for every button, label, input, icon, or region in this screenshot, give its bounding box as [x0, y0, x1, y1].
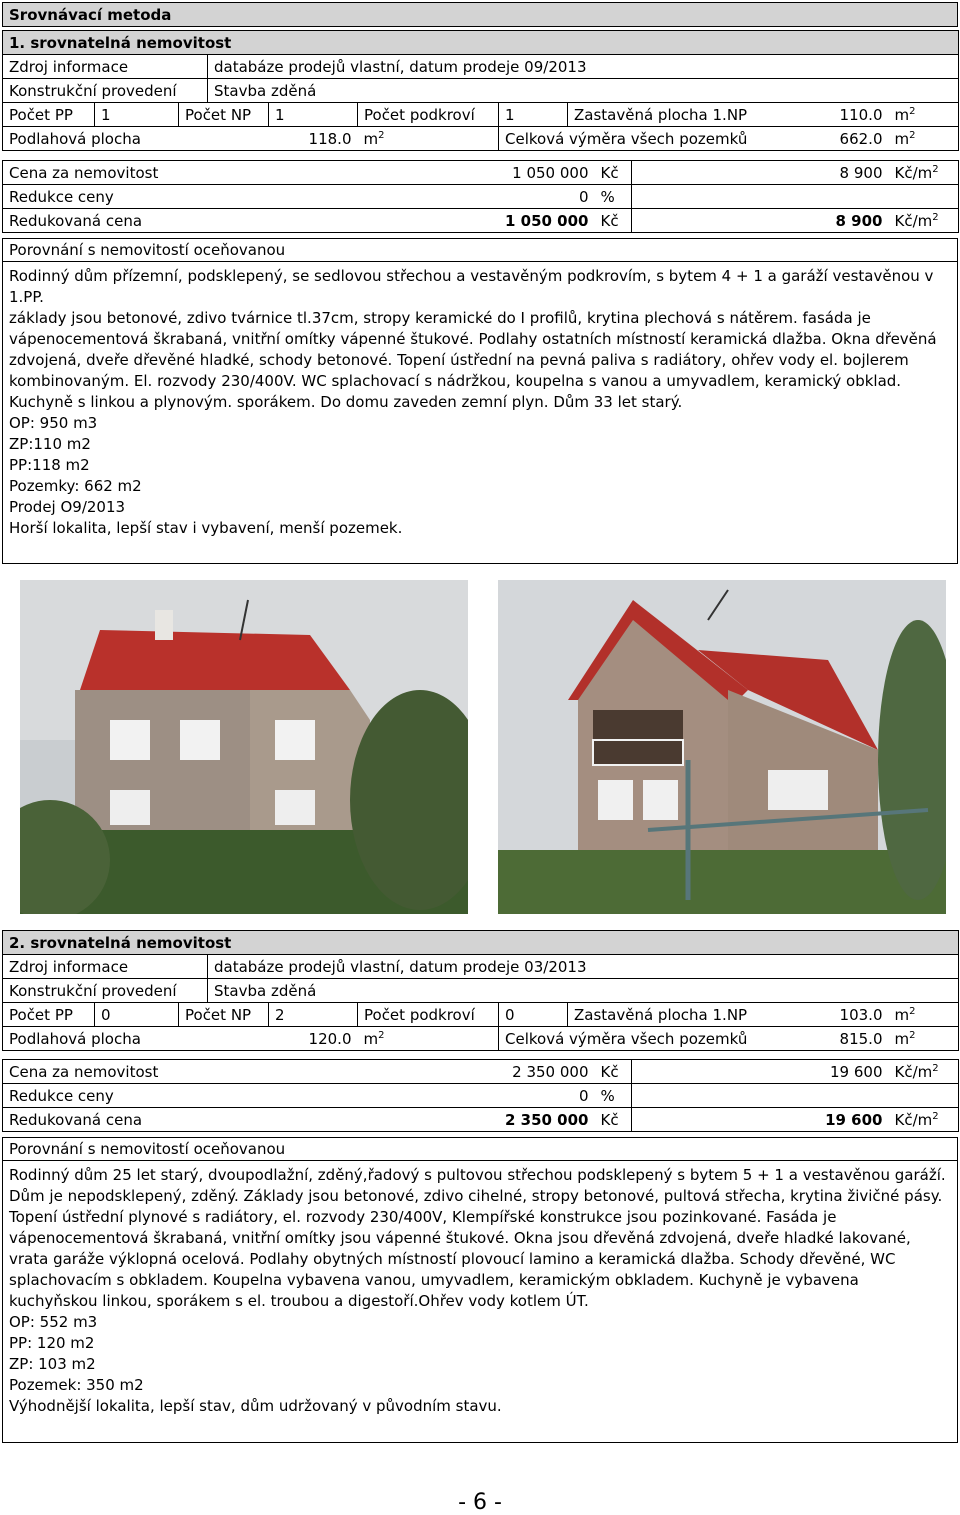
pocet-pp-label: Počet PP — [3, 1003, 95, 1027]
zdroj-label: Zdroj informace — [3, 55, 208, 79]
cena-value: 1 050 000 — [383, 161, 595, 185]
zdroj-value: databáze prodejů vlastní, datum prodeje 09/2013 — [208, 55, 959, 79]
description-line: základy jsou betonové, zdivo tvárnice tl.37cm, stropy keramické do I profilů, krytina plechová s nátěrem. fasáda je vápenocementová škrabaná, vnitřní omítky vápenné štukové. Podlahy ostatních místností keramická dlažba. Okna dřevěná zdvojená, dveře dřevěné hladké, schody betonové. Topení ústřední na pevná paliva s radiátory, ohřev vody el. bojlerem kombinovaným. El. rozvody 230/400V. WC splachovací s nádržkou, koupelna s vanou a umyvadlem, keramický obklad. Kuchyně s linkou a plynovým. sporákem. Do domu zaveden zemní plyn. Dům 33 let starý. — [9, 309, 937, 411]
pocet-np-label: Počet NP — [179, 103, 269, 127]
pocet-pp-label: Počet PP — [3, 103, 95, 127]
redukovana-unit: Kč — [595, 209, 632, 233]
podlahova-unit: $m^2$ — [358, 127, 499, 151]
pocet-np-value: 2 — [269, 1003, 358, 1027]
redukce-value: 0 — [383, 1084, 595, 1108]
zastavena-label: Zastavěná plocha 1.NP — [568, 103, 768, 127]
pocet-np-value: 1 — [269, 103, 358, 127]
podkrovi-value: 1 — [499, 103, 568, 127]
description-line: ZP:110 m2 — [9, 435, 91, 453]
description-line: Prodej O9/2013 — [9, 498, 126, 516]
redukovana-unit: Kč — [595, 1108, 632, 1132]
redukce-empty — [632, 185, 959, 209]
redukovana-label: Redukovaná cena — [3, 1108, 383, 1132]
redukce-label: Redukce ceny — [3, 1084, 383, 1108]
konstr-value: Stavba zděná — [208, 979, 959, 1003]
porovnani-label: Porovnání s nemovitostí oceňovanou — [3, 239, 957, 262]
zastavena-unit: $m^2$ — [889, 103, 959, 127]
podlahova-label: Podlahová plocha — [3, 1027, 208, 1051]
podkrovi-label: Počet podkroví — [358, 103, 499, 127]
cena-m2-value: 8 900 — [632, 161, 889, 185]
property-1-photo-left — [20, 580, 468, 914]
podkrovi-label: Počet podkroví — [358, 1003, 499, 1027]
pocet-pp-value: 0 — [95, 1003, 179, 1027]
description-line: ZP: 103 m2 — [9, 1355, 96, 1373]
redukce-unit: % — [595, 1084, 632, 1108]
property-2-price-table — [2, 1059, 959, 1132]
description-line: PP:118 m2 — [9, 456, 90, 474]
redukovana-value: 2 350 000 — [383, 1108, 595, 1132]
vymera-value: 662.0 — [768, 127, 889, 151]
vymera-label: Celková výměra všech pozemků — [499, 1027, 768, 1051]
podlahova-value: 118.0 — [208, 127, 358, 151]
cena-m2-unit: $Kč/m^2$ — [889, 161, 959, 185]
redukce-label: Redukce ceny — [3, 185, 383, 209]
zastavena-unit: $m^2$ — [889, 1003, 959, 1027]
page-number: - 6 - — [458, 1490, 502, 1515]
description-line: OP: 950 m3 — [9, 414, 98, 432]
zastavena-value: 103.0 — [768, 1003, 889, 1027]
property-title: 1. srovnatelná nemovitost — [3, 31, 959, 55]
property-1-comparison — [2, 238, 958, 564]
pocet-pp-value: 1 — [95, 103, 179, 127]
konstr-label: Konstrukční provedení — [3, 79, 208, 103]
cena-value: 2 350 000 — [383, 1060, 595, 1084]
section-title: Srovnávací metoda — [3, 3, 958, 27]
podlahova-value: 120.0 — [208, 1027, 358, 1051]
cena-m2-unit: $Kč/m^2$ — [889, 1060, 959, 1084]
cena-label: Cena za nemovitost — [3, 161, 383, 185]
konstr-label: Konstrukční provedení — [3, 979, 208, 1003]
redukovana-value: 1 050 000 — [383, 209, 595, 233]
property-2-header-table — [2, 930, 959, 1051]
property-2-comparison — [2, 1137, 958, 1443]
cena-m2-value: 19 600 — [632, 1060, 889, 1084]
property-1-header-table — [2, 30, 959, 151]
zdroj-label: Zdroj informace — [3, 955, 208, 979]
property-2-description — [3, 1161, 957, 1421]
zastavena-value: 110.0 — [768, 103, 889, 127]
redukovana-m2-unit: $Kč/m^2$ — [889, 1108, 959, 1132]
porovnani-label: Porovnání s nemovitostí oceňovanou — [3, 1138, 957, 1161]
podlahova-label: Podlahová plocha — [3, 127, 208, 151]
section-header — [2, 2, 958, 27]
description-line: Horší lokalita, lepší stav i vybavení, menší pozemek. — [9, 519, 403, 537]
redukce-empty — [632, 1084, 959, 1108]
redukce-unit: % — [595, 185, 632, 209]
property-1-photo-right — [498, 580, 946, 914]
vymera-label: Celková výměra všech pozemků — [499, 127, 768, 151]
description-line: PP: 120 m2 — [9, 1334, 95, 1352]
cena-unit: Kč — [595, 161, 632, 185]
property-title: 2. srovnatelná nemovitost — [3, 931, 959, 955]
zastavena-label: Zastavěná plocha 1.NP — [568, 1003, 768, 1027]
konstr-value: Stavba zděná — [208, 79, 959, 103]
cena-unit: Kč — [595, 1060, 632, 1084]
redukovana-m2-value: 19 600 — [632, 1108, 889, 1132]
description-line: Rodinný dům 25 let starý, dvoupodlažní, zděný,řadový s pultovou střechou podsklepený s bytem 5 + 1 a vestavěnou garáží. Dům je nepodsklepený, zděný. Základy jsou betonové, zdivo cihelné, stropy betonové, pultová střecha, krytina živičné pásy. Topení ústřední plynové s radiátory, el. rozvody 230/400V, Klempířské konstrukce jsou pozinkované. Fasáda je vápenocementová škrabaná, vnitřní omítky jsou vápenné štukové. Okna jsou dřevěná zdvojená, dveře hladké lakované, vrata garáže výklopná ocelová. Podlahy obytných místností plovoucí lamino a keramická dlažba. Schody dřevěné, WC splachovacím s obkladem. Koupelna vybavena vanou, umyvadlem, keramickým obkladem. Kuchyně je vybavena kuchyňskou linkou, sporákem s el. troubou a digestoří.Ohřev vody kotlem ÚT. — [9, 1166, 946, 1310]
redukovana-label: Redukovaná cena — [3, 209, 383, 233]
description-line: Rodinný dům přízemní, podsklepený, se sedlovou střechou a vestavěným podkrovím, s bytem 4 + 1 a garáží vestavěnou v 1.PP. — [9, 267, 934, 306]
podlahova-unit: $m^2$ — [358, 1027, 499, 1051]
description-line: Pozemek: 350 m2 — [9, 1376, 144, 1394]
description-line: OP: 552 m3 — [9, 1313, 98, 1331]
vymera-unit: $m^2$ — [889, 127, 959, 151]
redukce-value: 0 — [383, 185, 595, 209]
pocet-np-label: Počet NP — [179, 1003, 269, 1027]
vymera-unit: $m^2$ — [889, 1027, 959, 1051]
property-1-description — [3, 262, 957, 543]
description-line: Pozemky: 662 m2 — [9, 477, 142, 495]
vymera-value: 815.0 — [768, 1027, 889, 1051]
redukovana-m2-value: 8 900 — [632, 209, 889, 233]
property-1-price-table — [2, 160, 959, 233]
description-line: Výhodnější lokalita, lepší stav, dům udržovaný v původním stavu. — [9, 1397, 502, 1415]
zdroj-value: databáze prodejů vlastní, datum prodeje 03/2013 — [208, 955, 959, 979]
redukovana-m2-unit: $Kč/m^2$ — [889, 209, 959, 233]
cena-label: Cena za nemovitost — [3, 1060, 383, 1084]
podkrovi-value: 0 — [499, 1003, 568, 1027]
